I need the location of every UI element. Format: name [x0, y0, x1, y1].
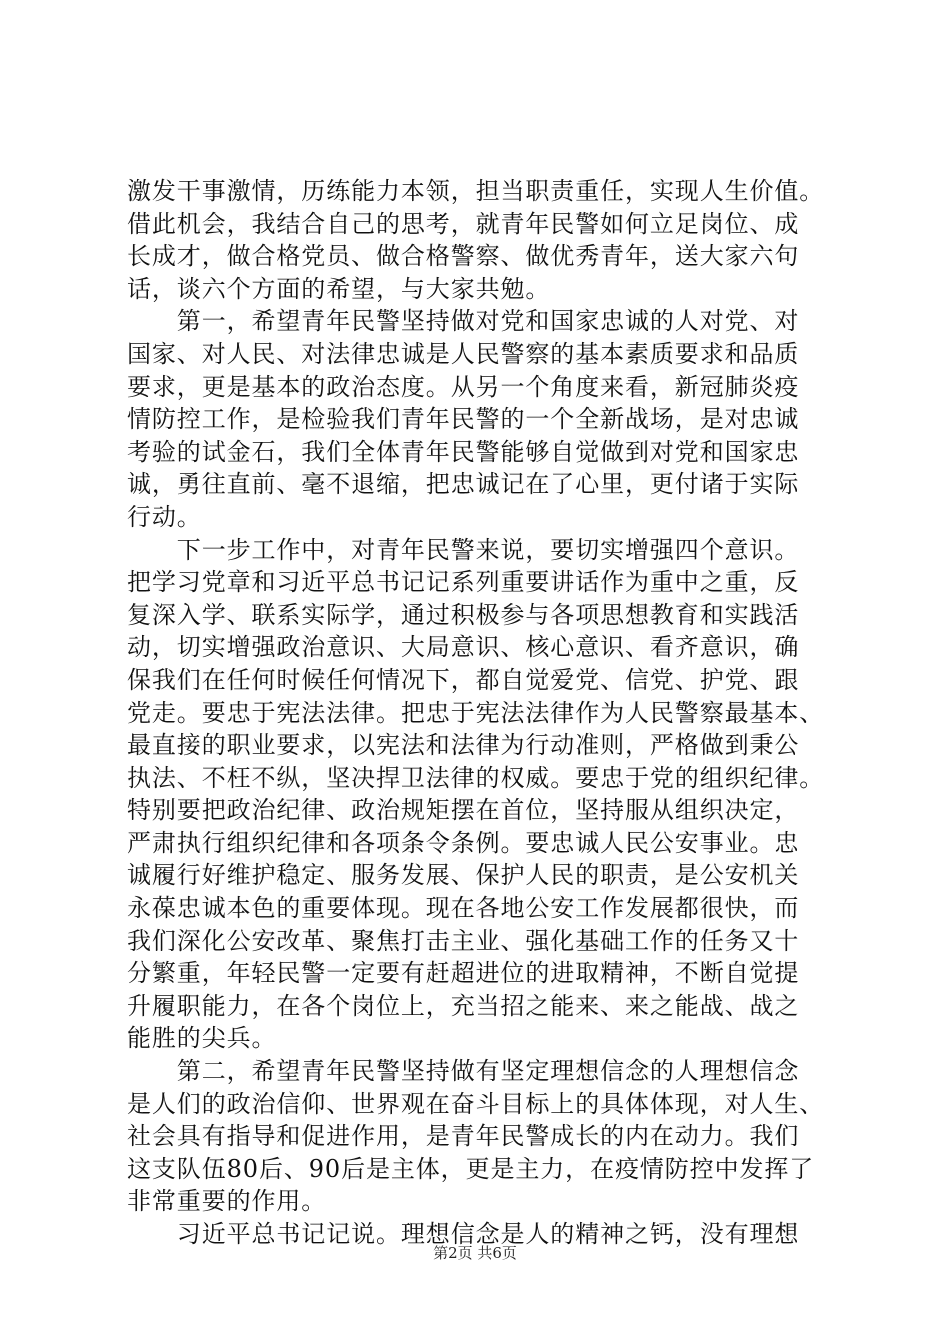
text-line: 第一，希望青年民警坚持做对党和国家忠诚的人对党、对	[127, 307, 800, 336]
text-line: 我们深化公安改革、聚焦打击主业、强化基础工作的任务又十	[127, 926, 800, 955]
text-line: 话，谈六个方面的希望，与大家共勉。	[127, 274, 551, 303]
text-line: 升履职能力，在各个岗位上，充当招之能来、来之能战、战之	[127, 991, 800, 1020]
text-line: 能胜的尖兵。	[127, 1024, 277, 1053]
text-line: 这支队伍80后、90后是主体，更是主力，在疫情防控中发挥了	[127, 1154, 815, 1183]
text-line: 党走。要忠于宪法法律。把忠于宪法法律作为人民警察最基本、	[127, 698, 825, 727]
text-line: 情防控工作，是检验我们青年民警的一个全新战场，是对忠诚	[127, 405, 800, 434]
text-line: 最直接的职业要求，以宪法和法律为行动准则，严格做到秉公	[127, 731, 800, 760]
text-line: 习近平总书记记说。理想信念是人的精神之钙，没有理想	[127, 1220, 800, 1248]
text-line: 第二，希望青年民警坚持做有坚定理想信念的人理想信念	[127, 1057, 800, 1086]
text-line: 借此机会，我结合自己的思考，就青年民警如何立足岗位、成	[127, 209, 800, 238]
text-line: 行动。	[127, 502, 202, 531]
text-line: 执法、不枉不纵，坚决捍卫法律的权威。要忠于党的组织纪律。	[127, 763, 825, 792]
text-line: 严肃执行组织纪律和各项条令条例。要忠诚人民公安事业。忠	[127, 828, 800, 857]
text-line: 非常重要的作用。	[127, 1187, 327, 1216]
text-line: 要求，更是基本的政治态度。从另一个角度来看，新冠肺炎疫	[127, 372, 800, 401]
text-line: 长成才，做合格党员、做合格警察、做优秀青年，送大家六句	[127, 242, 800, 271]
text-line: 保我们在任何时候任何情况下，都自觉爱党、信党、护党、跟	[127, 665, 800, 694]
text-line: 下一步工作中，对青年民警来说，要切实增强四个意识。	[127, 535, 800, 564]
text-line: 是人们的政治信仰、世界观在奋斗目标上的具体体现，对人生、	[127, 1089, 825, 1118]
text-line: 社会具有指导和促进作用，是青年民警成长的内在动力。我们	[127, 1122, 800, 1151]
text-line: 诚，勇往直前、毫不退缩，把忠诚记在了心里，更付诸于实际	[127, 470, 800, 499]
text-line: 动，切实增强政治意识、大局意识、核心意识、看齐意识，确	[127, 633, 800, 662]
text-line: 永葆忠诚本色的重要体现。现在各地公安工作发展都很快，而	[127, 894, 800, 923]
text-line: 诚履行好维护稳定、服务发展、保护人民的职责，是公安机关	[127, 861, 800, 890]
text-line: 激发干事激情，历练能力本领，担当职责重任，实现人生价值。	[127, 177, 825, 205]
text-line: 特别要把政治纪律、政治规矩摆在首位，坚持服从组织决定，	[127, 796, 800, 825]
text-line: 把学习党章和习近平总书记记系列重要讲话作为重中之重，反	[127, 568, 800, 597]
text-line: 考验的试金石，我们全体青年民警能够自觉做到对党和国家忠	[127, 437, 800, 466]
page-footer: 第2页 共6页	[433, 1244, 517, 1262]
text-line: 分繁重，年轻民警一定要有赶超进位的进取精神，不断自觉提	[127, 959, 800, 988]
text-line: 复深入学、联系实际学，通过积极参与各项思想教育和实践活	[127, 600, 800, 629]
body-text	[127, 175, 827, 1251]
text-line: 国家、对人民、对法律忠诚是人民警察的基本素质要求和品质	[127, 339, 800, 368]
